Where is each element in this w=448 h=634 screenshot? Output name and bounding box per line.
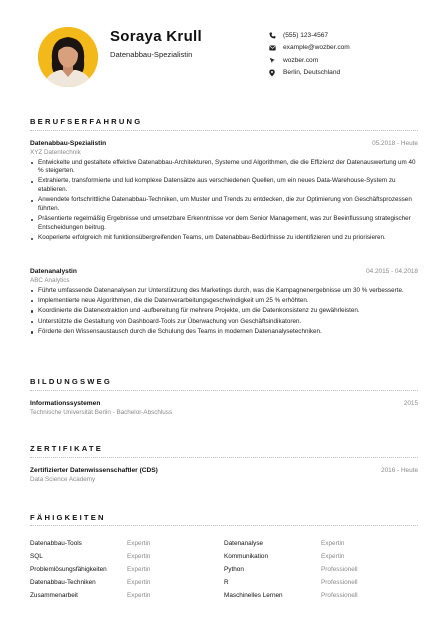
contact-email[interactable] bbox=[268, 42, 428, 55]
job-bullet: Kooperierte erfolgreich mit funktionsübergreifenden Teams, um Datenabbau-Bedürfnisse zu identifizieren und zu priorisieren. bbox=[30, 234, 418, 243]
job-bullet: Entwickelte und gestaltete effektive Datenabbau-Architekturen, Systeme und Algorithmen, die die Effizienz der Datenauswertung um 40 % steigerten. bbox=[30, 159, 418, 176]
skills-divider bbox=[30, 525, 418, 526]
job-bullet: Extrahierte, transformierte und lud komplexe Datensätze aus verschiedenen Quellen, um ein neues Data-Warehouse-System zu etablieren. bbox=[30, 177, 418, 194]
education-year: 2015 bbox=[403, 400, 418, 407]
contact-phone-value: (555) 123-4567 bbox=[283, 31, 329, 39]
job-bullet: Förderte den Wissensaustausch durch die Schulung des Teams in modernen Datenanalysetechniken. bbox=[30, 328, 418, 337]
education-degree: Informationssystemen bbox=[30, 400, 101, 407]
skill-item bbox=[30, 550, 224, 563]
skill-item bbox=[224, 576, 418, 589]
skill-name: Problemlösungsfähigkeiten bbox=[30, 566, 107, 573]
job-bullet: Implementierte neue Algorithmen, die die Datenverarbeitungsgeschwindigkeit um 25 % erhöhten. bbox=[30, 297, 418, 306]
job-position: Datenabbau-Spezialistin bbox=[30, 140, 107, 147]
skill-level: Expertin bbox=[127, 579, 151, 586]
contact-phone[interactable] bbox=[268, 29, 428, 42]
skill-name: Python bbox=[224, 566, 244, 573]
skill-item bbox=[30, 576, 224, 589]
contact-website[interactable] bbox=[268, 54, 428, 67]
job-bullet: Unterstützte die Gestaltung von Dashboard-Tools zur Überwachung von Geschäftsindikatoren. bbox=[30, 318, 418, 327]
experience-divider bbox=[30, 130, 418, 131]
skill-item bbox=[30, 537, 224, 550]
skill-level: Professionell bbox=[321, 592, 358, 599]
certificate-issuer: Data Science Academy bbox=[30, 475, 96, 483]
contact-location bbox=[268, 67, 428, 80]
skill-level: Expertin bbox=[127, 553, 151, 560]
skill-item bbox=[224, 537, 418, 550]
certificates-heading: ZERTIFIKATE bbox=[30, 444, 103, 453]
skill-item bbox=[224, 550, 418, 563]
contact-website-value: wozber.com bbox=[283, 56, 319, 64]
contact-email-value: example@wozber.com bbox=[283, 44, 350, 52]
skill-name: SQL bbox=[30, 553, 43, 560]
skill-level: Professionell bbox=[321, 579, 358, 586]
certificates-divider bbox=[30, 457, 418, 458]
phone-icon bbox=[268, 31, 276, 39]
experience-heading: BERUFSERFAHRUNG bbox=[30, 117, 143, 126]
job-company: XYZ Datentechnik bbox=[30, 148, 81, 156]
certificate-name: Zertifizierter Datenwissenschaftler (CDS) bbox=[30, 467, 158, 474]
skill-level: Expertin bbox=[127, 566, 151, 573]
skill-level: Expertin bbox=[127, 592, 151, 599]
education-divider bbox=[30, 390, 418, 391]
skills-heading: FÄHIGKEITEN bbox=[30, 513, 106, 522]
skill-level: Expertin bbox=[321, 553, 345, 560]
candidate-role: Datenabbau-Spezialistin bbox=[110, 50, 193, 59]
contact-list bbox=[268, 29, 428, 79]
skill-item bbox=[224, 563, 418, 576]
job-bullet: Präsentierte regelmäßig Ergebnisse und umsetzbare Erkenntnisse vor dem Senior Management, was zur Beeinflussung strategischer Entscheidungen beitrug. bbox=[30, 215, 418, 232]
link-icon bbox=[268, 56, 276, 64]
skill-name: R bbox=[224, 579, 229, 586]
skill-name: Datenabbau-Tools bbox=[30, 540, 82, 547]
education-entry bbox=[30, 400, 418, 416]
skill-level: Expertin bbox=[127, 540, 151, 547]
skill-item bbox=[224, 589, 418, 602]
job-bullets bbox=[30, 159, 418, 244]
skill-name: Datenabbau-Techniken bbox=[30, 579, 96, 586]
skill-item bbox=[30, 563, 224, 576]
avatar bbox=[38, 27, 98, 87]
certificate-entry bbox=[30, 467, 418, 483]
job-dates: 05.2018 - Heute bbox=[372, 140, 418, 147]
job-bullet: Anwendete fortschrittliche Datenabbau-Techniken, um Muster und Trends zu entdecken, die zur Optimierung von Geschäftsprozessen führten. bbox=[30, 196, 418, 213]
job-entry bbox=[30, 268, 418, 338]
job-bullets bbox=[30, 287, 418, 337]
job-position: Datenanalystin bbox=[30, 268, 77, 275]
job-entry bbox=[30, 140, 418, 245]
skill-name: Maschinelles Lernen bbox=[224, 592, 283, 599]
skill-level: Professionell bbox=[321, 566, 358, 573]
skill-name: Zusammenarbeit bbox=[30, 592, 78, 599]
education-school: Technische Universität Berlin - Bachelor-Abschluss bbox=[30, 408, 173, 416]
skill-item bbox=[30, 589, 224, 602]
job-bullet: Koordinierte die Datenextraktion und -aufbereitung für mehrere Projekte, um die Datenkonsistenz zu gewährleisten. bbox=[30, 307, 418, 316]
job-dates: 04.2015 - 04.2018 bbox=[366, 268, 418, 275]
candidate-name: Soraya Krull bbox=[110, 28, 202, 45]
location-pin-icon bbox=[268, 69, 276, 77]
contact-location-value: Berlin, Deutschland bbox=[283, 69, 341, 77]
education-heading: BILDUNGSWEG bbox=[30, 377, 112, 386]
skill-level: Expertin bbox=[321, 540, 345, 547]
skill-name: Datenanalyse bbox=[224, 540, 264, 547]
job-bullet: Führte umfassende Datenanalysen zur Unterstützung des Marketings durch, was die Kampagnenergebnisse um 30 % verbesserte. bbox=[30, 287, 418, 296]
envelope-icon bbox=[268, 44, 276, 52]
certificate-dates: 2016 - Heute bbox=[381, 467, 418, 474]
skill-name: Kommunikation bbox=[224, 553, 269, 560]
skills-grid bbox=[30, 537, 418, 602]
job-company: ABC Analytics bbox=[30, 276, 70, 284]
